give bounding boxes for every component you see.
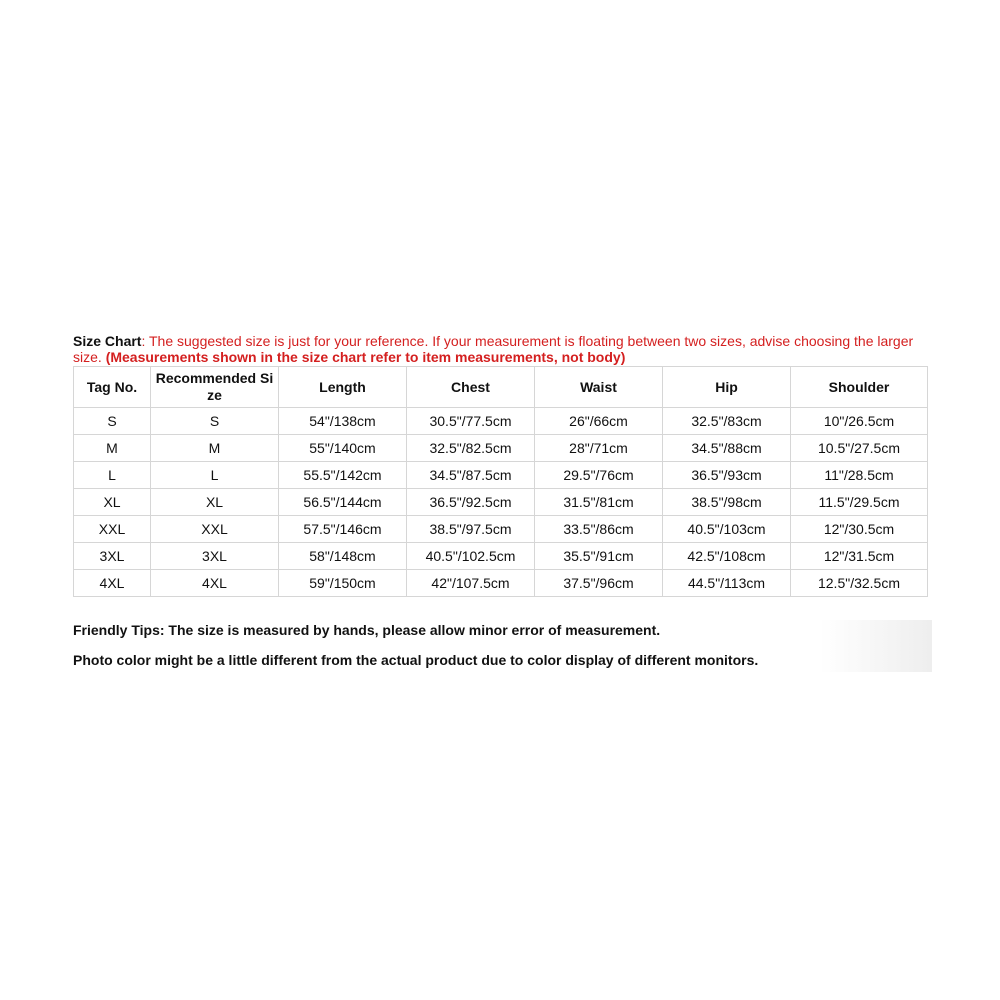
table-row — [74, 543, 928, 570]
table-row — [74, 435, 928, 462]
table-row — [74, 516, 928, 543]
header-tag-no: Tag No. — [74, 367, 151, 408]
cell-tag-no: XXL — [74, 516, 151, 543]
table-row — [74, 489, 928, 516]
cell-tag-no: 3XL — [74, 543, 151, 570]
cell-length: 54"/138cm — [279, 408, 407, 435]
cell-length: 59"/150cm — [279, 570, 407, 597]
cell-waist: 29.5"/76cm — [535, 462, 663, 489]
intro-text: The suggested size is just for your reference. If your measurement is floating between two sizes, advise choosing the larger size. — [73, 333, 914, 365]
table-row — [74, 570, 928, 597]
cell-waist: 35.5"/91cm — [535, 543, 663, 570]
cell-shoulder: 12"/30.5cm — [791, 516, 928, 543]
cell-tag-no: L — [74, 462, 151, 489]
cell-hip: 32.5"/83cm — [663, 408, 791, 435]
cell-tag-no: S — [74, 408, 151, 435]
friendly-tips: Friendly Tips: The size is measured by hands, please allow minor error of measurement. — [73, 622, 661, 638]
cell-hip: 38.5"/98cm — [663, 489, 791, 516]
cell-hip: 34.5"/88cm — [663, 435, 791, 462]
cell-recommended-size: 4XL — [151, 570, 279, 597]
measurement-note: (Measurements shown in the size chart refer to item measurements, not body) — [105, 349, 626, 365]
cell-chest: 36.5"/92.5cm — [407, 489, 535, 516]
cell-shoulder: 11"/28.5cm — [791, 462, 928, 489]
cell-length: 56.5"/144cm — [279, 489, 407, 516]
cell-chest: 40.5"/102.5cm — [407, 543, 535, 570]
cell-tag-no: M — [74, 435, 151, 462]
cell-length: 58"/148cm — [279, 543, 407, 570]
cell-waist: 31.5"/81cm — [535, 489, 663, 516]
header-waist: Waist — [535, 367, 663, 408]
intro-separator: : — [141, 333, 149, 349]
header-chest: Chest — [407, 367, 535, 408]
cell-tag-no: XL — [74, 489, 151, 516]
cell-hip: 40.5"/103cm — [663, 516, 791, 543]
header-hip: Hip — [663, 367, 791, 408]
cell-recommended-size: XXL — [151, 516, 279, 543]
header-shoulder: Shoulder — [791, 367, 928, 408]
size-table — [73, 366, 928, 597]
corner-shadow — [820, 620, 932, 672]
cell-waist: 26"/66cm — [535, 408, 663, 435]
cell-hip: 44.5"/113cm — [663, 570, 791, 597]
cell-recommended-size: 3XL — [151, 543, 279, 570]
cell-shoulder: 10"/26.5cm — [791, 408, 928, 435]
cell-recommended-size: S — [151, 408, 279, 435]
cell-chest: 32.5"/82.5cm — [407, 435, 535, 462]
cell-waist: 28"/71cm — [535, 435, 663, 462]
cell-chest: 38.5"/97.5cm — [407, 516, 535, 543]
table-row — [74, 408, 928, 435]
cell-recommended-size: L — [151, 462, 279, 489]
cell-shoulder: 10.5"/27.5cm — [791, 435, 928, 462]
cell-tag-no: 4XL — [74, 570, 151, 597]
cell-recommended-size: XL — [151, 489, 279, 516]
cell-waist: 33.5"/86cm — [535, 516, 663, 543]
header-recommended-size: Recommended Si ze — [151, 367, 279, 408]
cell-shoulder: 11.5"/29.5cm — [791, 489, 928, 516]
cell-shoulder: 12.5"/32.5cm — [791, 570, 928, 597]
cell-chest: 30.5"/77.5cm — [407, 408, 535, 435]
cell-recommended-size: M — [151, 435, 279, 462]
cell-length: 55.5"/142cm — [279, 462, 407, 489]
cell-hip: 36.5"/93cm — [663, 462, 791, 489]
cell-length: 57.5"/146cm — [279, 516, 407, 543]
table-row — [74, 462, 928, 489]
size-chart-label: Size Chart — [73, 333, 142, 349]
cell-chest: 42"/107.5cm — [407, 570, 535, 597]
color-disclaimer: Photo color might be a little different from the actual product due to color display of different monitors. — [73, 652, 759, 668]
table-header-row — [74, 367, 928, 408]
cell-shoulder: 12"/31.5cm — [791, 543, 928, 570]
size-chart-intro — [73, 333, 933, 365]
cell-length: 55"/140cm — [279, 435, 407, 462]
cell-hip: 42.5"/108cm — [663, 543, 791, 570]
cell-chest: 34.5"/87.5cm — [407, 462, 535, 489]
cell-waist: 37.5"/96cm — [535, 570, 663, 597]
header-length: Length — [279, 367, 407, 408]
